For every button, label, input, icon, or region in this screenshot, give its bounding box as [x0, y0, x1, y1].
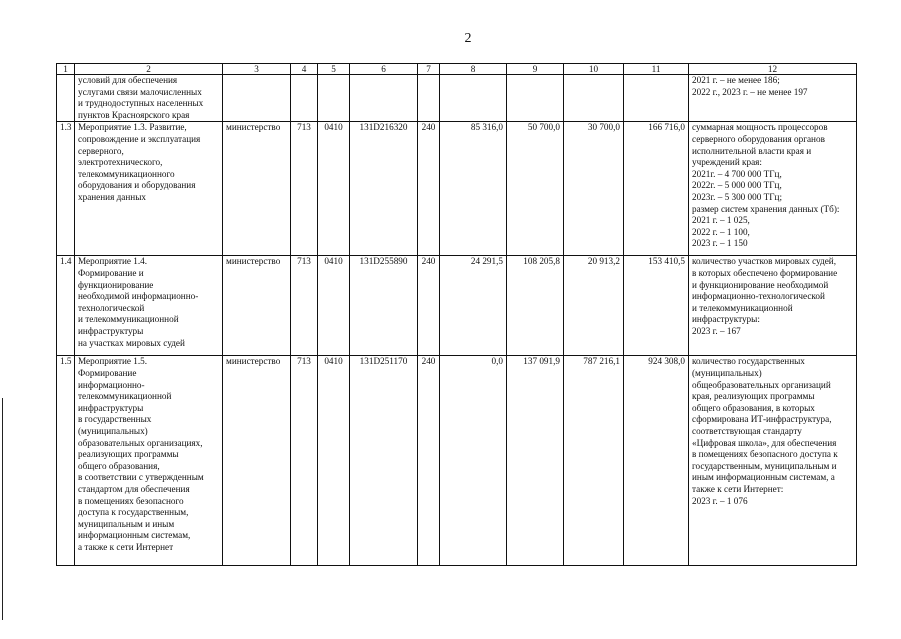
row-number — [57, 75, 75, 122]
amount-2023: 30 700,0 — [564, 122, 624, 256]
vr-code: 240 — [418, 122, 440, 256]
grbs-code: 713 — [291, 256, 318, 356]
csr-code — [350, 75, 418, 122]
expected-result: количество участков мировых судей, в которых обеспечено формирование и функционирование необходимой информационно-технологической и телекоммуникационной инфраструктуры: 2023 г. – 167 — [689, 256, 857, 356]
page-number: 2 — [464, 31, 472, 46]
column-number: 5 — [318, 64, 350, 75]
table-row — [57, 256, 857, 356]
vr-code: 240 — [418, 356, 440, 566]
amount-total: 153 410,5 — [624, 256, 689, 356]
vr-code: 240 — [418, 256, 440, 356]
amount-total: 924 308,0 — [624, 356, 689, 566]
csr-code: 131D216320 — [350, 122, 418, 256]
amount-2023: 20 913,2 — [564, 256, 624, 356]
activity-name: Мероприятие 1.4. Формирование и функционирование необходимой информационно- технологической и телекоммуникационной инфраструктуры на участках мировых судей — [75, 256, 223, 356]
program-activities-table — [56, 63, 857, 566]
expected-result: 2021 г. – не менее 186; 2022 г., 2023 г. – не менее 197 — [689, 75, 857, 122]
activity-name: условий для обеспечения услугами связи малочисленных и труднодоступных населенных пунктов Красноярского края — [75, 75, 223, 122]
amount-2021 — [440, 75, 507, 122]
amount-2021: 85 316,0 — [440, 122, 507, 256]
rzpr-code — [318, 75, 350, 122]
rzpr-code: 0410 — [318, 122, 350, 256]
column-number: 11 — [624, 64, 689, 75]
column-number: 12 — [689, 64, 857, 75]
column-number: 9 — [507, 64, 564, 75]
amount-2023: 787 216,1 — [564, 356, 624, 566]
grbs-code — [291, 75, 318, 122]
rzpr-code: 0410 — [318, 356, 350, 566]
activity-name: Мероприятие 1.3. Развитие, сопровождение и эксплуатация серверного, электротехнического, телекоммуникационного оборудования и оборудования хранения данных — [75, 122, 223, 256]
table-row — [57, 75, 857, 122]
amount-total — [624, 75, 689, 122]
grbs-code: 713 — [291, 122, 318, 256]
executor: министерство — [223, 256, 291, 356]
column-number: 3 — [223, 64, 291, 75]
csr-code: 131D255890 — [350, 256, 418, 356]
scan-edge-line — [2, 398, 3, 620]
grbs-code: 713 — [291, 356, 318, 566]
amount-2022: 137 091,9 — [507, 356, 564, 566]
expected-result: суммарная мощность процессоров серверного оборудования органов исполнительной власти края и учреждений края: 2021г. – 4 700 000 ТГц, 2022г. – 5 000 000 ТГц, 2023г. – 5 300 000 ТГц; размер систем хранения данных (Тб): 2021 г. – 1 025, 2022 г. – 1 100, 2023 г. – 1 150 — [689, 122, 857, 256]
vr-code — [418, 75, 440, 122]
activity-name: Мероприятие 1.5. Формирование информационно- телекоммуникационной инфраструктуры в государственных (муниципальных) образовательных организациях, реализующих программы общего образования, в соответствии с утвержденным стандартом для обеспечения в помещениях безопасного доступа к государственным, муниципальным и иным информационным системам, а также к сети Интернет — [75, 356, 223, 566]
executor: министерство — [223, 122, 291, 256]
row-number: 1.4 — [57, 256, 75, 356]
column-number: 1 — [57, 64, 75, 75]
column-number: 6 — [350, 64, 418, 75]
column-number: 4 — [291, 64, 318, 75]
csr-code: 131D251170 — [350, 356, 418, 566]
column-number: 8 — [440, 64, 507, 75]
amount-total: 166 716,0 — [624, 122, 689, 256]
expected-result: количество государственных (муниципальных) общеобразовательных организаций края, реализующих программы общего образования, в которых сформирована ИТ-инфраструктура, соответствующая стандарту «Цифровая школа», для обеспечения в помещениях безопасного доступа к государственным, муниципальным и иным информационным системам, а также к сети Интернет: 2023 г. – 1 076 — [689, 356, 857, 566]
rzpr-code: 0410 — [318, 256, 350, 356]
amount-2021: 0,0 — [440, 356, 507, 566]
amount-2022 — [507, 75, 564, 122]
executor — [223, 75, 291, 122]
amount-2022: 108 205,8 — [507, 256, 564, 356]
executor: министерство — [223, 356, 291, 566]
column-number-row — [57, 64, 857, 75]
row-number: 1.5 — [57, 356, 75, 566]
amount-2022: 50 700,0 — [507, 122, 564, 256]
amount-2021: 24 291,5 — [440, 256, 507, 356]
column-number: 2 — [75, 64, 223, 75]
row-number: 1.3 — [57, 122, 75, 256]
column-number: 7 — [418, 64, 440, 75]
table-row — [57, 122, 857, 256]
column-number: 10 — [564, 64, 624, 75]
amount-2023 — [564, 75, 624, 122]
table-row — [57, 356, 857, 566]
